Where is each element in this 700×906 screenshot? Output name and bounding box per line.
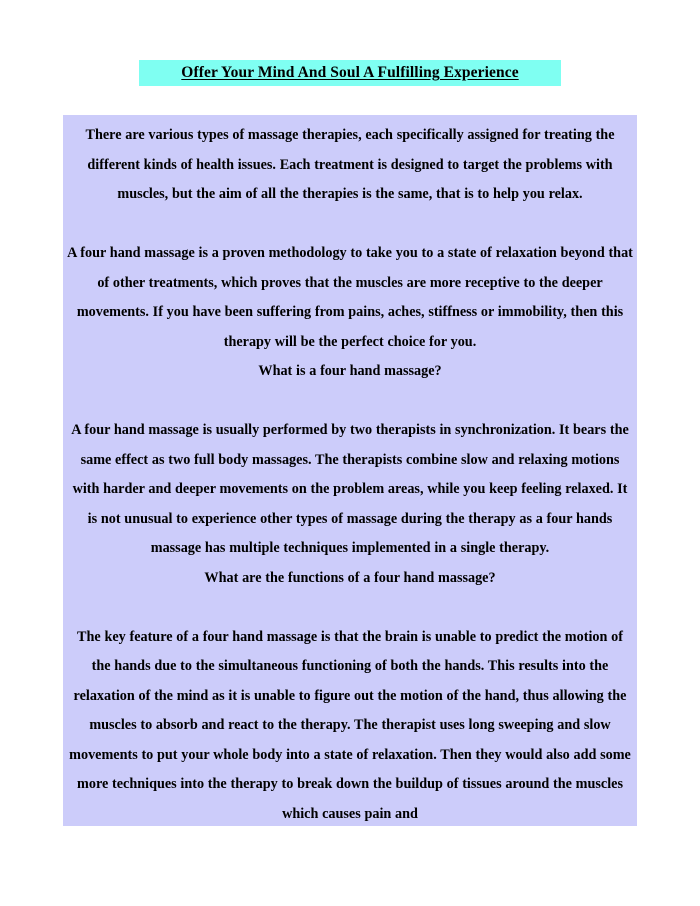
heading-functions-of-a-four-hand-massage: What are the functions of a four hand massage? <box>204 569 496 586</box>
page-title: Offer Your Mind And Soul A Fulfilling Experience <box>139 60 560 86</box>
paragraph-functions-body: The key feature of a four hand massage is that the brain is unable to predict the motion of the hands due to the simultaneous functioning of both the hands. This results into the relaxation of the mind as it is unable to figure out the motion of the hand, thus allowing the muscles to absorb and react to the therapy. The therapist uses long sweeping and slow movements to put your whole body into a state of relaxation. Then they would also add some more techniques into the therapy to break down the buildup of tissues around the muscles which causes pain and <box>69 628 631 822</box>
paragraph-four-hand-intro: A four hand massage is a proven methodology to take you to a state of relaxation beyond that of other treatments, which proves that the muscles are more receptive to the deeper movements. If you have been suffering from pains, aches, stiffness or immobility, then this therapy will be the perfect choice for you. <box>67 245 633 350</box>
paragraph-spacer <box>63 593 637 623</box>
paragraph-intro: There are various types of massage therapies, each specifically assigned for treating the different kinds of health issues. Each treatment is designed to target the problems with muscles, but the aim of all the therapies is the same, that is to help you relax. <box>85 127 615 202</box>
highlighted-body-block <box>63 115 637 826</box>
document-title-container <box>0 60 700 86</box>
paragraph-spacer <box>63 210 637 240</box>
heading-what-is-a-four-hand-massage: What is a four hand massage? <box>258 363 442 379</box>
paragraph-spacer <box>63 387 637 417</box>
paragraph-what-is-body: A four hand massage is usually performed by two therapists in synchronization. It bears the same effect as two full body massages. The therapists combine slow and relaxing motions with harder and deeper movements on the problem areas, while you keep feeling relaxed. It is not unusual to experience other types of massage during the therapy as a four hands massage has multiple techniques implemented in a single therapy. <box>71 422 629 556</box>
